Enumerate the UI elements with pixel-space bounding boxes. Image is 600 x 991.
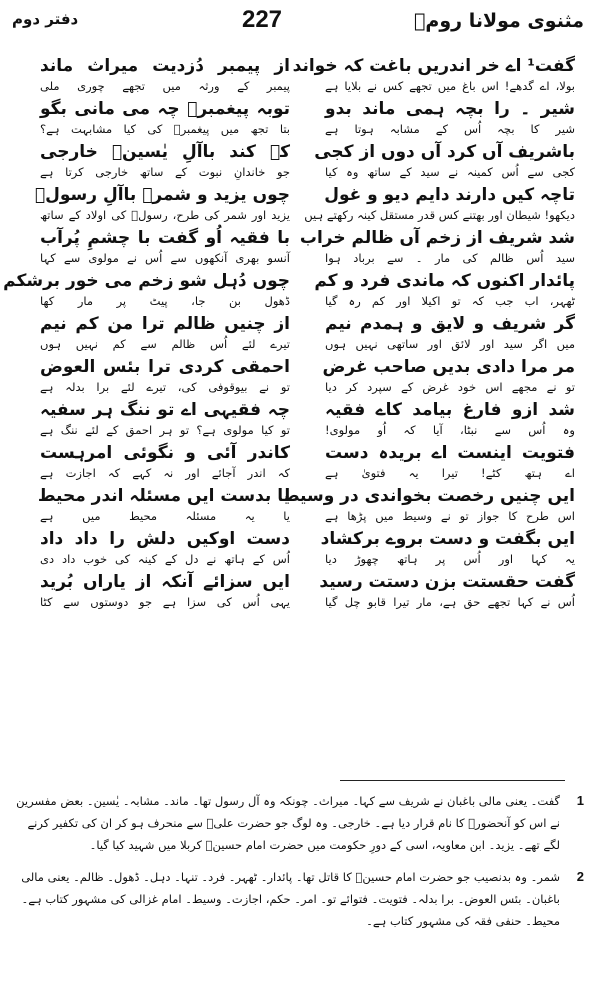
footnote-text: شمر۔ وہ بدنصیب جو حضرت امام حسینؓ کا قاتل تھا۔ پائدار۔ ٹھہر۔ فرد۔ تنہا۔ دہل۔ ڈھول۔ ظالم۔ یعنی مالی باغبان۔ بئس العوض۔ برا بدلہ۔ فتویت۔ فتوائے تو۔ امر۔ حکم، اجازت۔ وسیط۔ امام غزالی کی مشہور کتاب ہے۔ محیط۔ حنفی فقہ کی مشہور کتاب ہے۔ xyxy=(21,870,560,928)
verse-couplet xyxy=(299,226,575,267)
persian-verse-line: شد ازو فارغ بیامد کاے فقیہ xyxy=(325,400,575,420)
persian-verse-line: چہ فقیہی اے تو ننگ ہر سفیہ xyxy=(40,400,290,420)
urdu-translation-line: سید اُس ظالم کی مار ۔ سے برباد ہوا xyxy=(325,251,575,265)
urdu-translation-line: تیرے لئے اُس ظالم سے کم نہیں ہوں xyxy=(40,337,290,351)
persian-verse-line: دست اوکیں دلش را داد داد xyxy=(40,529,290,549)
persian-verse-line: گفت¹ اے خر اندریں باغت کہ خواند xyxy=(292,56,575,76)
verse-couplet xyxy=(40,527,290,568)
persian-verse-line: کاندر آئی و نگوئی امرہست xyxy=(40,443,290,463)
persian-verse-line: چوں یزید و شمرؔ باآلِ رسولؐ xyxy=(34,185,290,205)
urdu-translation-line: بتا تجھ میں پیغمبرؐ کی کیا مشابہت ہے؟ xyxy=(40,122,290,136)
verse-couplet xyxy=(320,527,575,568)
persian-verse-line: تاچہ کیں دارند دایم دیو و غول xyxy=(324,185,575,205)
verse-couplet xyxy=(325,97,575,138)
persian-verse-line: چوں دُہل شو زخم می خور برشکم xyxy=(3,271,290,291)
urdu-translation-line: تو کیا مولوی ہے؟ تو ہر احمق کے لئے ننگ ہے xyxy=(40,423,290,437)
footnotes xyxy=(12,790,588,942)
urdu-translation-line: یہی اُس کی سزا ہے جو دوستوں سے کٹا xyxy=(40,595,290,609)
persian-verse-line: از چنیں ظالم ترا من کم نیم xyxy=(40,314,290,334)
verse-couplet xyxy=(322,355,575,396)
verse-couplet xyxy=(292,54,575,95)
urdu-translation-line: اس طرح کا جواز تو نے وسیط میں پڑھا ہے xyxy=(325,509,575,523)
urdu-translation-line: وہ اُس سے نبٹا، آیا کہ اُو مولوی! xyxy=(325,423,575,437)
persian-verse-line: توبہ پیغمبرؐ چہ می مانی بگو xyxy=(40,99,290,119)
urdu-translation-line: پیمبر کے ورثہ میں تجھے چوری ملی xyxy=(40,79,290,93)
persian-verse-line: با فقیہ اُو گفت با چشمِ پُرآب xyxy=(40,228,290,248)
page-header xyxy=(0,0,600,44)
urdu-translation-line: تو نے مجھے اس خود غرض کے سپرد کر دیا xyxy=(325,380,575,394)
urdu-translation-line: یہ کہا اور اُس پر ہاتھ چھوڑ دیا xyxy=(325,552,575,566)
urdu-translation-line: جو خاندانِ نبوت کے ساتھ خارجی کرتا ہے xyxy=(40,165,290,179)
urdu-translation-line: اُس کے ہاتھ نے دل کے کینہ کی خوب داد دی xyxy=(40,552,290,566)
verse-couplet xyxy=(325,441,575,482)
persian-verse-line: احمقی کردی ترا بئس العوض xyxy=(40,357,290,377)
persian-verse-line: شد شریف از زخم آں ظالم خراب xyxy=(299,228,575,248)
footnote xyxy=(12,790,588,856)
verse-couplet xyxy=(40,398,290,439)
verse-couplet xyxy=(325,398,575,439)
book-title: مثنوی مولانا رومؒ xyxy=(414,10,584,32)
urdu-translation-line: شیر کا بچہ اُس کے مشابہ ہوتا ہے xyxy=(325,122,575,136)
verse-couplet xyxy=(304,183,575,224)
right-verse-column xyxy=(281,54,575,613)
persian-verse-line: ایں چنیں رخصت بخواندی در وسیط xyxy=(281,486,575,506)
urdu-translation-line: میں اگر سید اور لائق اور ساتھی نہیں ہوں xyxy=(325,337,575,351)
verse-couplet xyxy=(34,183,290,224)
verse-couplet xyxy=(314,269,575,310)
urdu-translation-line: ڈھول بن جا، پیٹ پر مار کھا xyxy=(40,294,290,308)
verse-couplet xyxy=(314,140,575,181)
verse-couplet xyxy=(40,226,290,267)
persian-verse-line: پائدار اکنوں کہ ماندی فرد و کم xyxy=(314,271,575,291)
persian-verse-line: گفت حقستت بزن دستت رسید xyxy=(319,572,575,592)
urdu-translation-line: دیکھو! شیطان اور بھتنے کس قدر مستقل کینہ رکھتے ہیں xyxy=(304,208,575,222)
verse-couplet xyxy=(40,312,290,353)
footnote-number: 1 xyxy=(576,793,584,808)
verse-couplet xyxy=(40,54,290,95)
persian-verse-line: کہ کند باآلِ یٰسینؑ خارجی xyxy=(40,142,290,162)
verse-couplet xyxy=(37,484,290,525)
persian-verse-line: باشریف آں کرد آں دوں از کجی xyxy=(314,142,575,162)
persian-verse-line: گر شریف و لایق و ہمدم نیم xyxy=(325,314,575,334)
volume-label: دفتر دوم xyxy=(12,10,79,28)
verse-couplet xyxy=(325,312,575,353)
verse-couplet xyxy=(281,484,575,525)
persian-verse-line: یا بدست ایں مسئلہ اندر محیط xyxy=(37,486,290,506)
persian-verse-line: از پیمبر دُزدیت میراث ماند xyxy=(40,56,290,76)
urdu-translation-line: ٹھہر، اب جب کہ تو اکیلا اور کم رہ گیا xyxy=(325,294,575,308)
urdu-translation-line: اے ہتھ کٹے! تیرا یہ فتویٰ ہے xyxy=(325,466,575,480)
verse-couplet xyxy=(40,97,290,138)
urdu-translation-line: تو نے بیوقوفی کی، تیرے لئے برا بدلہ ہے xyxy=(40,380,290,394)
urdu-translation-line: یا یہ مسئلہ محیط میں ہے xyxy=(40,509,290,523)
verse-couplet xyxy=(40,355,290,396)
persian-verse-line: مر مرا دادی بدیں صاحب غرض xyxy=(322,357,575,377)
persian-verse-line: شیر ۔ را بچہ ہمی ماند بدو xyxy=(325,99,575,119)
verse-couplet xyxy=(40,441,290,482)
persian-verse-line: فتویت اینست اے بریدہ دست xyxy=(325,443,575,463)
footnote-number: 2 xyxy=(576,869,584,884)
verse-couplet xyxy=(3,269,290,310)
urdu-translation-line: اُس نے کہا تجھے حق ہے، مار تیرا قابو چل گیا xyxy=(325,595,575,609)
urdu-translation-line: آنسو بھری آنکھوں سے اُس نے مولوی سے کہا xyxy=(40,251,290,265)
persian-verse-line: ایں بگفت و دست بروے برکشاد xyxy=(320,529,575,549)
footnote-text: گفت۔ یعنی مالی باغبان نے شریف سے کہا۔ میراث۔ چونکہ وہ آل رسول تھا۔ ماند۔ مشابہ۔ یٰسین۔ بعض مفسرین نے اس کو آنحضورؐ کا نام قرار دیا ہے۔ خارجی۔ وہ لوگ جو حضرت علیؓ سے منحرف ہو کر ان کی تکفیر کرنے لگے تھے۔ یزید۔ ابن معاویہ، اسی کے دورِ حکومت میں حضرت امام حسینؓ کربلا میں شہید کیا گیا۔ xyxy=(16,794,560,852)
footnote xyxy=(12,866,588,932)
verse-couplet xyxy=(40,570,290,611)
urdu-translation-line: کہ اندر آجائے اور نہ کہے کہ اجازت ہے xyxy=(40,466,290,480)
footnote-divider xyxy=(340,780,565,781)
verse-couplet xyxy=(40,140,290,181)
urdu-translation-line: یزید اور شمر کی طرح، رسولؐ کی اولاد کے ساتھ xyxy=(40,208,290,222)
left-verse-column xyxy=(3,54,290,613)
persian-verse-line: ایں سزائے آنکہ از یاراں بُرید xyxy=(40,572,290,592)
verse-couplet xyxy=(319,570,575,611)
page-number: 227 xyxy=(241,6,283,33)
urdu-translation-line: بولا، اے گدھے! اس باغ میں تجھے کس نے بلایا ہے xyxy=(325,79,575,93)
urdu-translation-line: کجی سے اُس کمینہ نے سید کے ساتھ وہ کیا xyxy=(325,165,575,179)
